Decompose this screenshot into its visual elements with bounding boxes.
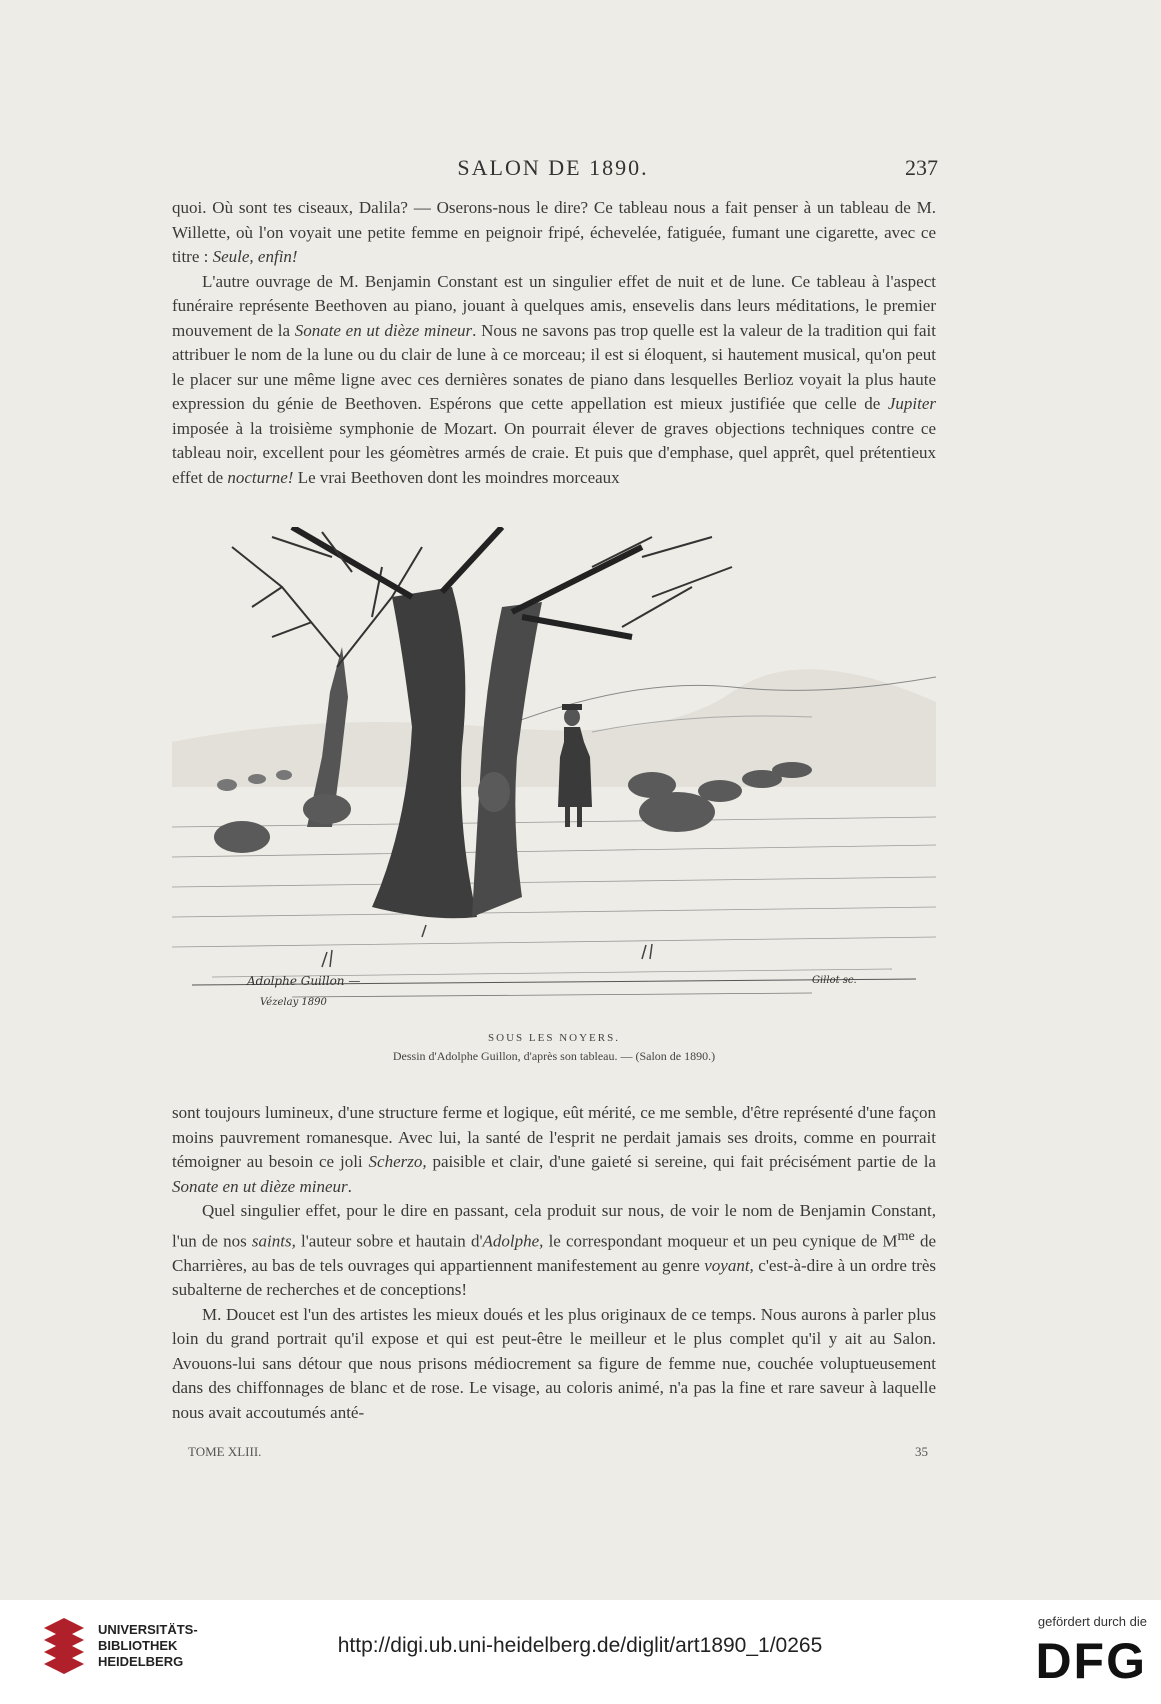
page-footer [188, 1444, 928, 1464]
figure-caption-title: SOUS LES NOYERS. [488, 1032, 620, 1044]
paragraph: sont toujours lumineux, d'une structure ferme et logique, eût mérité, ce me semble, d'être représenté d'une façon moins pauvrement romanesque. Avec lui, la santé de l'esprit ne perdait jamais ses droits, comme en pourrait témoigner au besoin ce joli Scherzo, paisible et clair, d'une gaieté si sereine, qui fait précisément partie de la Sonate en ut dièze mineur. [172, 1103, 936, 1196]
running-head [168, 155, 938, 185]
permalink-url[interactable]: http://digi.ub.uni-heidelberg.de/diglit/art1890_1/0265 [337, 1634, 823, 1657]
signature-place-date: Vézelay 1890 [260, 997, 327, 1008]
engraver-signature: Gillot sc. [812, 975, 857, 986]
paragraph: Quel singulier effet, pour le dire en passant, cela produit sur nous, de voir le nom de Benjamin Constant, l'un de nos saints, l'auteur sobre et hautain d'Adolphe, le correspondant moqueur et un peu cynique de $M^{me}$ de Charrières, au bas de tels ouvrages qui appartiennent manifestement au genre voyant, c'est-à-dire à un ordre très subalterne de recherches et de conceptions! [172, 1201, 937, 1300]
university-library-logo-icon[interactable] [40, 1618, 88, 1676]
paragraph: L'autre ouvrage de M. Benjamin Constant est un singulier effet de nuit et de lune. Ce tableau à l'aspect funéraire représente Beethoven au piano, jouant à quelques amis, ensevelis dans leurs méditations, le premier mouvement de la Sonate en ut dièze mineur. Nous ne savons pas trop quelle est la valeur de la tradition qui fait attribuer le nom de la lune ou du clair de lune à ce morceau; il est si éloquent, si hautement musical, qu'on peut le placer sur une même ligne avec ces dernières sonates de piano dans lesquelles Berlioz voyait la plus haute expression du génie de Beethoven. Espérons que cette appellation est mieux justifiée que celle de Jupiter imposée à la troisième symphonie de Mozart. On pourrait élever de graves objections techniques contre ce tableau noir, excellent pour les géomètres armés de craie. Et puis que d'emphase, quel apprêt, quel prétentieux effet de nocturne! Le vrai Beethoven dont les moindres morceaux [172, 271, 936, 487]
paragraph: M. Doucet est l'un des artistes les mieux doués et les plus originaux de ce temps. Nous aurons à parler plus loin du grand portrait qu'il expose et qui est peut-être le meilleur et le plus complet qu'il y ait au Salon. Avouons-lui sans détour que nous prisons médiocrement sa figure de femme nue, couchée voluptueusement dans des chiffonnages de blanc et de rose. Le visage, au coloris animé, n'a pas la fine et rare saveur à laquelle nous avait accoutumés anté- [172, 1304, 936, 1422]
text-block-bottom [172, 1101, 936, 1425]
tome-label: TOME XLIII. [188, 1444, 262, 1459]
artist-signature: Adolphe Guillon — [247, 974, 361, 988]
engraving-sous-les-noyers [172, 527, 936, 1017]
paragraph: quoi. Où sont tes ciseaux, Dalila? — Oserons-nous le dire? Ce tableau nous a fait penser à un tableau de M. Willette, où l'on voyait une petite femme en peignoir fripé, échevelée, fatiguée, fumant une cigarette, avec ce titre : Seule, enfin! [172, 198, 936, 266]
dfg-logo[interactable]: DFG [1035, 1633, 1147, 1689]
page-number: 237 [905, 155, 938, 180]
funded-by-label: gefördert durch die [1037, 1614, 1147, 1629]
signature-mark: 35 [915, 1444, 928, 1459]
text-block-top [172, 196, 936, 490]
illustration [172, 527, 936, 1017]
figure-caption-credit: Dessin d'Adolphe Guillon, d'après son tableau. — (Salon de 1890.) [392, 1049, 716, 1063]
library-name[interactable]: UNIVERSITÄTS- BIBLIOTHEK HEIDELBERG [98, 1622, 198, 1669]
running-title: SALON DE 1890. [457, 155, 649, 180]
